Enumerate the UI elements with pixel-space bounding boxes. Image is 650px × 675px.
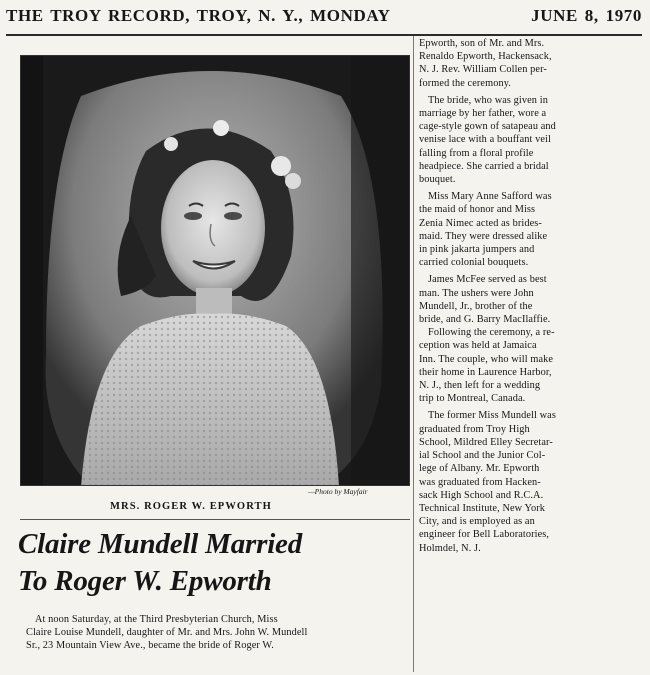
text-line: N. J., then left for a wedding: [419, 380, 541, 392]
paragraph: [419, 190, 643, 269]
masthead-date: JUNE 8, 1970: [531, 6, 642, 25]
paragraph: [419, 94, 643, 186]
text-line: falling from a floral profile: [419, 147, 534, 159]
article-continuation-column: [419, 37, 643, 559]
headline-line-2: To Roger W. Epworth: [18, 565, 272, 597]
text-line: Following the ceremony, a re-: [428, 327, 555, 339]
paragraph: [419, 409, 643, 554]
photo-credit: —Photo by Mayfair: [308, 487, 368, 496]
masthead-rule: [6, 34, 642, 36]
text-line: man. The ushers were John: [419, 287, 534, 299]
text-line: Mundell, Jr., brother of the: [419, 300, 533, 312]
article-lede: [26, 613, 410, 653]
paragraph: [419, 273, 643, 405]
headline-line-1: Claire Mundell Married: [18, 528, 303, 560]
text-line: was graduated from Hacken-: [419, 476, 541, 488]
text-line: sack High School and R.C.A.: [419, 489, 544, 501]
text-line: The former Miss Mundell was: [428, 410, 556, 422]
text-line: Holmdel, N. J.: [419, 542, 481, 554]
text-line: Epworth, son of Mr. and Mrs.: [419, 38, 545, 49]
column-divider: [413, 36, 414, 672]
text-line: graduated from Troy High: [419, 423, 530, 435]
text-line: their home in Laurence Harbor,: [419, 366, 552, 378]
text-line: bouquet.: [419, 174, 456, 186]
text-line: Miss Mary Anne Safford was: [428, 191, 552, 203]
text-line: Zenia Nimec acted as brides-: [419, 217, 542, 229]
text-line: The bride, who was given in: [428, 94, 548, 106]
text-line: Inn. The couple, who will make: [419, 353, 554, 365]
text-line: engineer for Bell Laboratories,: [419, 529, 550, 541]
bride-portrait-image: [21, 56, 410, 486]
lede-line: At noon Saturday, at the Third Presbyterian Church, Miss: [35, 614, 278, 625]
text-line: maid. They were dressed alike: [419, 230, 548, 242]
text-line: School, Mildred Elley Secretar-: [419, 436, 553, 448]
paragraph: [419, 37, 643, 90]
newspaper-masthead: [6, 6, 642, 30]
text-line: marriage by her father, wore a: [419, 108, 547, 120]
text-line: Technical Institute, New York: [419, 502, 546, 514]
text-line: carried colonial bouquets.: [419, 257, 529, 269]
text-line: the maid of honor and Miss: [419, 204, 536, 216]
text-line: formed the ceremony.: [419, 77, 511, 89]
lede-line: Claire Louise Mundell, daughter of Mr. and Mrs. John W. Mundell: [26, 627, 308, 639]
photo-caption: MRS. ROGER W. EPWORTH: [110, 501, 272, 512]
lede-line: Sr., 23 Mountain View Ave., became the bride of Roger W.: [26, 640, 274, 652]
caption-rule: [20, 519, 410, 520]
text-line: ception was held at Jamaica: [419, 340, 537, 352]
text-line: cage-style gown of satapeau and: [419, 121, 556, 133]
text-line: headpiece. She carried a bridal: [419, 160, 549, 172]
text-line: Renaldo Epworth, Hackensack,: [419, 51, 552, 63]
text-line: ial School and the Junior Col-: [419, 450, 546, 462]
masthead-paper-name: THE TROY RECORD, TROY, N. Y., MONDAY: [6, 6, 391, 25]
text-line: bride, and G. Barry MacIlaffie.: [419, 314, 551, 326]
bride-photo: [20, 55, 410, 486]
text-line: lege of Albany. Mr. Epworth: [419, 463, 540, 475]
text-line: trip to Montreal, Canada.: [419, 393, 526, 405]
text-line: venise lace with a bouffant veil: [419, 134, 551, 146]
text-line: James McFee served as best: [428, 274, 547, 286]
text-line: in pink jakarta jumpers and: [419, 244, 535, 256]
text-line: City, and is employed as an: [419, 516, 535, 528]
text-line: N. J. Rev. William Collen per-: [419, 64, 547, 76]
